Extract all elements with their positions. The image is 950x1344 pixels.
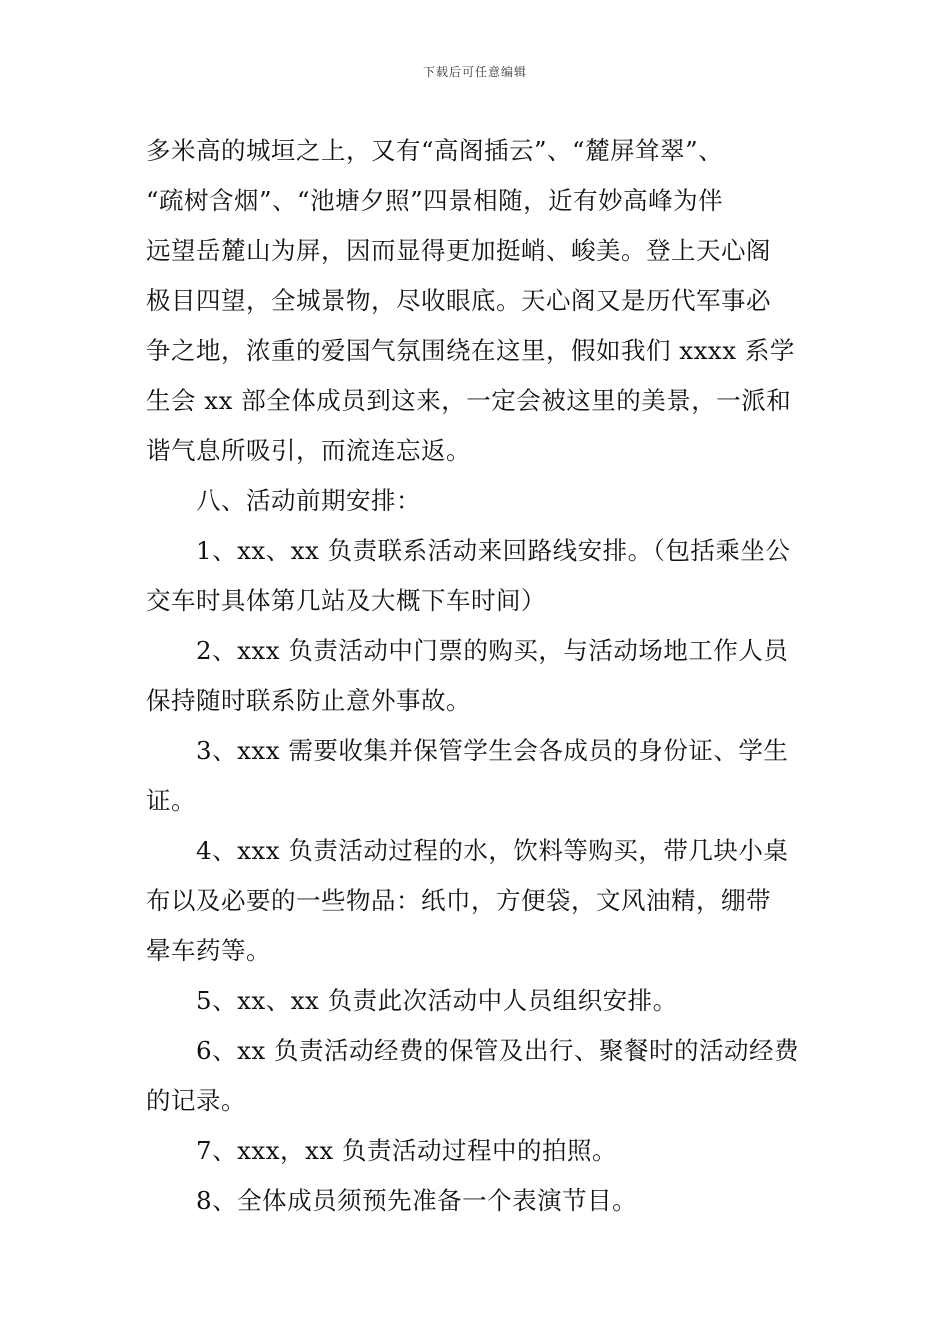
text-line: 八、活动前期安排： xyxy=(196,486,421,515)
document-body xyxy=(146,126,810,1226)
text-line: 6、xx 负责活动经费的保管及出行、聚餐时的活动经费 xyxy=(196,1036,800,1065)
text-line: 晕车药等。 xyxy=(146,936,271,965)
paragraph xyxy=(146,1126,810,1176)
text-line: 极目四望，全城景物，尽收眼底。天心阁又是历代军事必 xyxy=(146,286,771,315)
text-line: 争之地，浓重的爱国气氛围绕在这里，假如我们 xxxx 系学 xyxy=(146,336,795,365)
paragraph xyxy=(146,626,810,726)
text-line: 交车时具体第几站及大概下车时间） xyxy=(146,586,546,615)
text-line: 3、xxx 需要收集并保管学生会各成员的身份证、学生 xyxy=(196,736,789,765)
text-line: 8、全体成员须预先准备一个表演节目。 xyxy=(196,1186,638,1215)
text-line: 的记录。 xyxy=(146,1086,246,1115)
paragraph xyxy=(146,976,810,1026)
text-line: “疏树含烟”、“池塘夕照”四景相随，近有妙高峰为伴 xyxy=(146,186,724,215)
text-line: 4、xxx 负责活动过程的水，饮料等购买，带几块小桌 xyxy=(196,836,789,865)
text-line: 生会 xx 部全体成员到这来，一定会被这里的美景，一派和 xyxy=(146,386,792,415)
text-line: 多米高的城垣之上，又有“高阁插云”、“麓屏耸翠”、 xyxy=(146,136,724,165)
paragraph xyxy=(146,476,810,526)
text-line: 2、xxx 负责活动中门票的购买，与活动场地工作人员 xyxy=(196,636,789,665)
text-line: 1、xx、xx 负责联系活动来回路线安排。（包括乘坐公 xyxy=(196,536,791,565)
text-line: 谐气息所吸引，而流连忘返。 xyxy=(146,436,471,465)
text-line: 5、xx、xx 负责此次活动中人员组织安排。 xyxy=(196,986,678,1015)
paragraph xyxy=(146,826,810,976)
paragraph xyxy=(146,126,810,476)
text-line: 远望岳麓山为屏，因而显得更加挺峭、峻美。登上天心阁 xyxy=(146,236,771,265)
paragraph xyxy=(146,726,810,826)
paragraph xyxy=(146,1026,810,1126)
paragraph xyxy=(146,1176,810,1226)
paragraph xyxy=(146,526,810,626)
text-line: 证。 xyxy=(146,786,196,815)
text-line: 保持随时联系防止意外事故。 xyxy=(146,686,471,715)
text-line: 7、xxx，xx 负责活动过程中的拍照。 xyxy=(196,1136,617,1165)
page-header: 下载后可任意编辑 xyxy=(422,65,527,79)
text-line: 布以及必要的一些物品：纸巾，方便袋，文风油精，绷带 xyxy=(146,886,771,915)
